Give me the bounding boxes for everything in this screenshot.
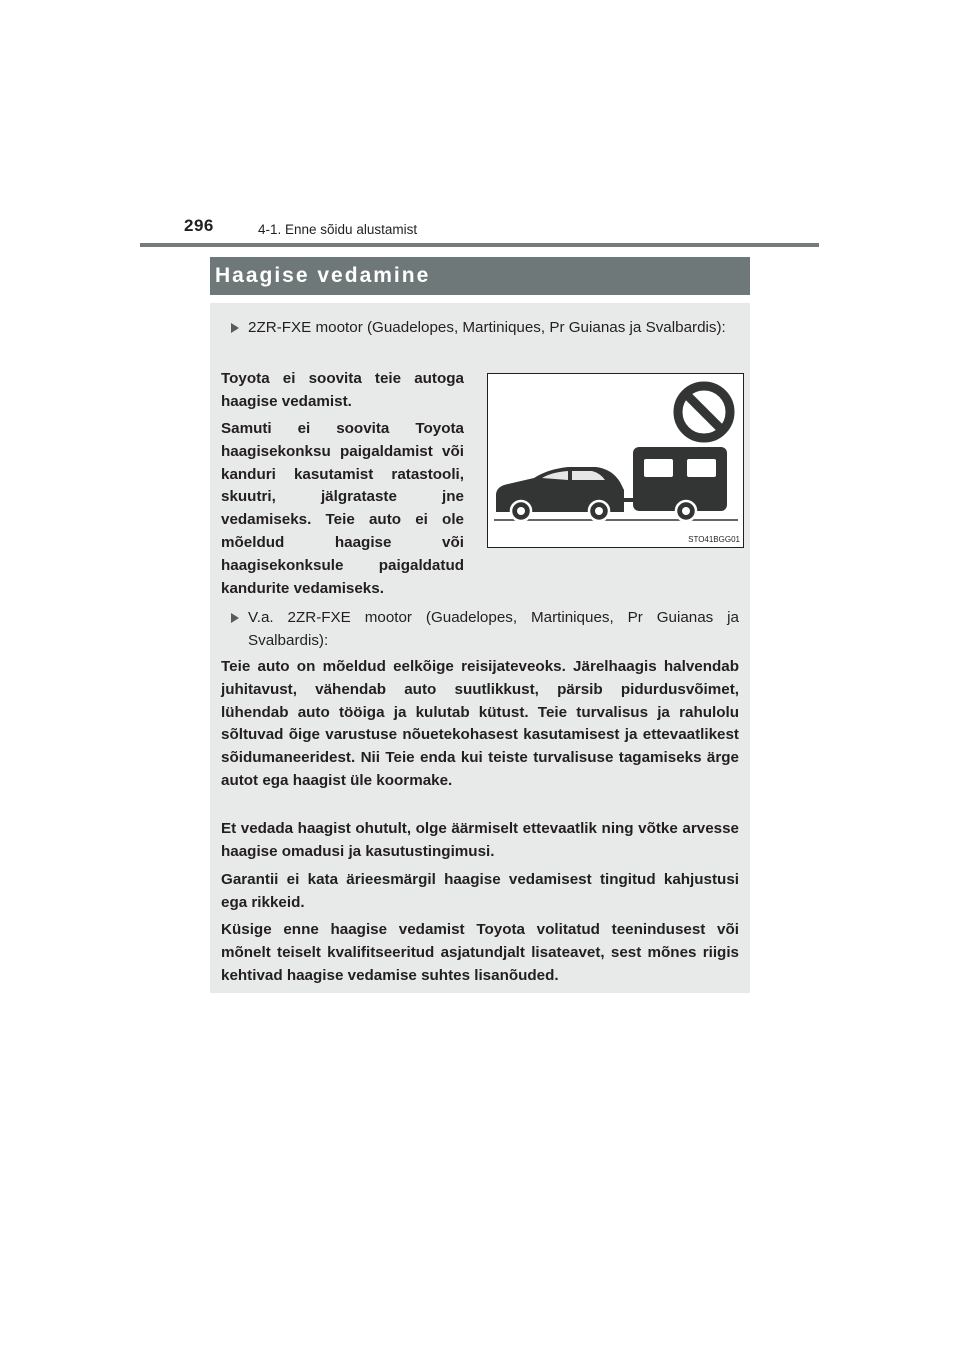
- bullet-text: 2ZR-FXE mootor (Guadelopes, Martiniques, Pr Guianas ja Svalbardis):: [248, 319, 726, 336]
- paragraph: Et vedada haagist ohutult, olge äärmiselt ettevaatlik ning võtke arvesse haagise omadusi ja kasutustingimusi.: [221, 820, 739, 860]
- prohibited-icon: [678, 386, 730, 438]
- paragraph: Samuti ei soovita Toyota haagisekonksu paigaldamist või kanduri kasutamist ratastooli, skuutri, jälgrataste jne vedamiseks. Teie auto ei ole mõeldud haagise või haagisekonksule paigaldatud kandurite vedamiseks.: [221, 420, 464, 597]
- figure-code: STO41BGG01: [688, 535, 740, 544]
- paragraph: Küsige enne haagise vedamist Toyota volitatud teenindusest või mõnelt teiselt kvalifitseeritud asjatundjalt lisateavet, sest mõnes riigis kehtivad haagise vedamise suhtes lisanõuded.: [221, 921, 739, 984]
- no-towing-illustration: [487, 373, 744, 548]
- section-label: 4-1. Enne sõidu alustamist: [258, 222, 418, 237]
- trailer-icon: [633, 447, 727, 521]
- bullet-arrow-icon: [231, 613, 239, 623]
- paragraph: Teie auto on mõeldud eelkõige reisijateveoks. Järelhaagis halvendab juhitavust, vähendab auto suutlikkust, pärsib pidurdusvõimet, lühendab auto tööiga ja kulutab kütust. Teie turvalisus ja rahulolu sõltuvad õige varustuse nõuetekohasest kasutamisest ja ettevaatlikest sõidumaneeridest. Nii Teie enda kui teiste turvalisuse tagamiseks ärge autot ega haagist üle koormake.: [221, 658, 739, 789]
- bullet-other-engines: [231, 606, 739, 652]
- car-icon: [496, 467, 624, 521]
- paragraph: Garantii ei kata ärieesmärgil haagise vedamisest tingitud kahjustusi ega rikkeid.: [221, 871, 739, 911]
- illustration-graphic: [488, 374, 743, 547]
- header-rule: [140, 243, 819, 247]
- page-number: 296: [184, 216, 214, 235]
- paragraph: Toyota ei soovita teie autoga haagise vedamist.: [221, 370, 464, 410]
- bullet-text: V.a. 2ZR-FXE mootor (Guadelopes, Martiniques, Pr Guianas ja Svalbardis):: [248, 609, 739, 649]
- section-title: Haagise vedamine: [210, 257, 750, 295]
- bullet-engine-2zr-fxe: [231, 316, 739, 339]
- bullet-arrow-icon: [231, 323, 239, 333]
